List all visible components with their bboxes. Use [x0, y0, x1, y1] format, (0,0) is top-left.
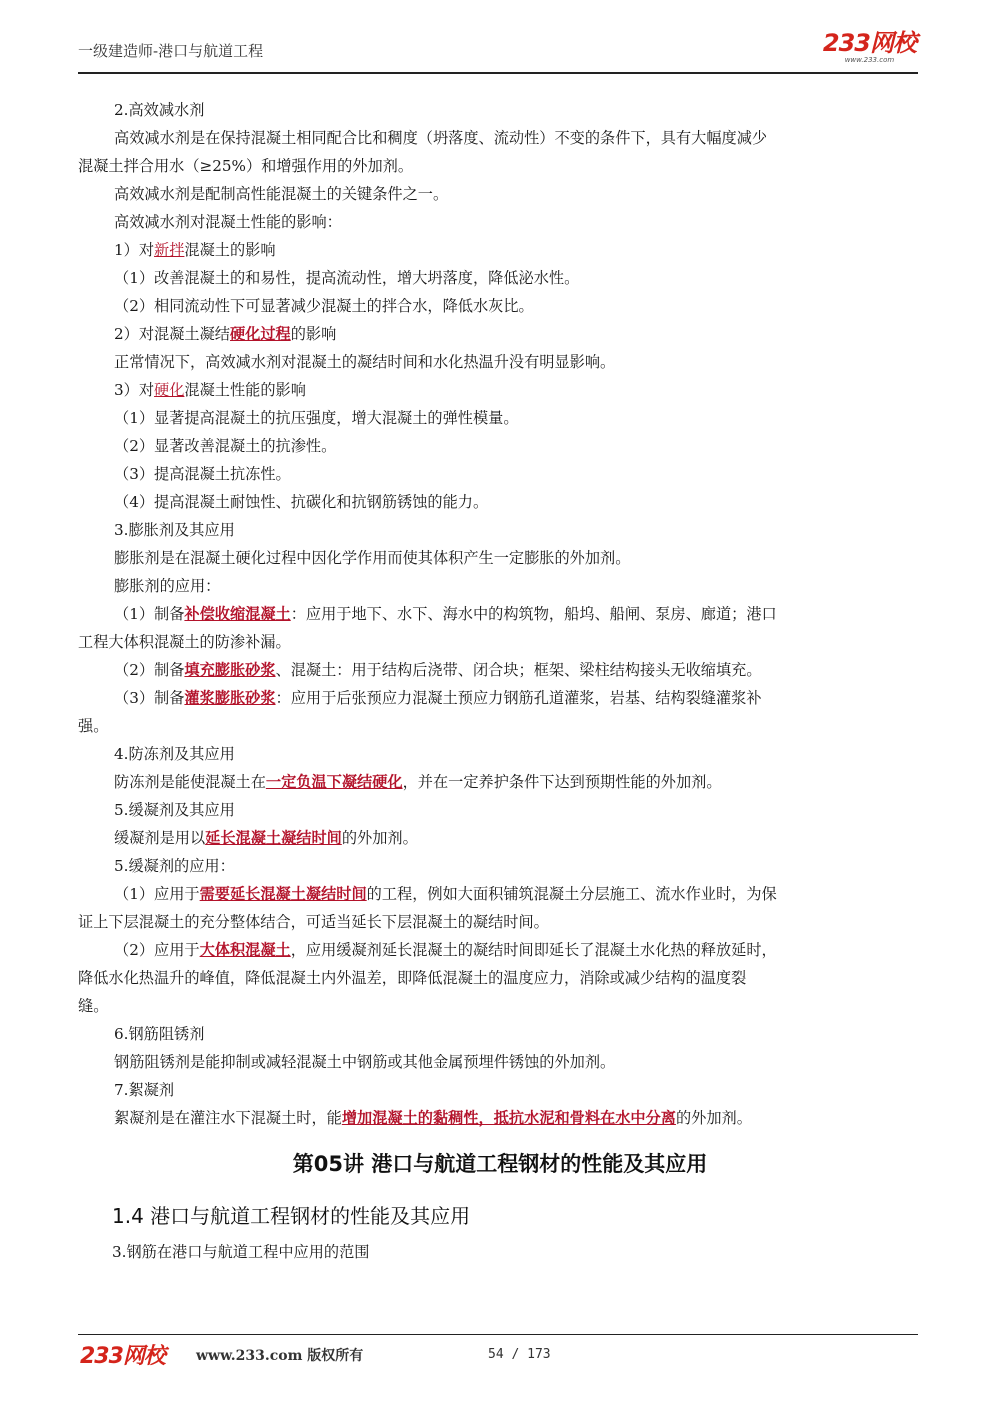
paragraph	[78, 824, 926, 852]
paragraph: 高效减水剂是在保持混凝土相同配合比和稠度（坍落度、流动性）不变的条件下，具有大幅度减少	[114, 129, 768, 147]
list-item: （2）显著改善混凝土的抗渗性。	[114, 437, 337, 455]
header-title: 一级建造师-港口与航道工程	[78, 42, 264, 60]
list-item: （2）相同流动性下可显著减少混凝土的拌合水，降低水灰比。	[114, 297, 534, 315]
list-item: （4）提高混凝土耐蚀性、抗碳化和抗钢筋锈蚀的能力。	[114, 493, 489, 511]
list-item	[78, 936, 926, 964]
text: 絮凝剂是在灌注水下混凝土时，能	[114, 1109, 342, 1127]
list-item	[78, 600, 926, 628]
brand-logo	[823, 30, 916, 65]
header-divider	[78, 72, 918, 74]
page-header	[78, 30, 918, 70]
paragraph: 膨胀剂是在混凝土硬化过程中因化学作用而使其体积产生一定膨胀的外加剂。	[114, 549, 631, 567]
list-item-cont: 工程大体积混凝土的防渗补漏。	[78, 633, 291, 651]
paragraph: 高效减水剂是配制高性能混凝土的关键条件之一。	[114, 185, 449, 203]
paragraph-cont: 混凝土拌合用水（≥25%）和增强作用的外加剂。	[78, 157, 414, 175]
text: （1）应用于	[114, 885, 200, 903]
text: 、混凝土：用于结构后浇带、闭合块；框架、梁柱结构接头无收缩填充。	[275, 661, 762, 679]
highlight-text: 填充膨胀砂浆	[184, 661, 276, 679]
text: ，并在一定养护条件下达到预期性能的外加剂。	[402, 773, 722, 791]
heading-2: 2.高效减水剂	[114, 101, 205, 119]
list-item-cont: 降低水化热温升的峰值，降低混凝土内外温差，即降低混凝土的温度应力，消除或减少结构的温度裂	[78, 969, 747, 987]
paragraph: 膨胀剂的应用：	[114, 577, 221, 595]
heading-5b: 5.缓凝剂的应用：	[114, 857, 235, 875]
paragraph: 钢筋阻锈剂是能抑制或减轻混凝土中钢筋或其他金属预埋件锈蚀的外加剂。	[114, 1053, 616, 1071]
text: 的工程，例如大面积铺筑混凝土分层施工、流水作业时，为保	[366, 885, 777, 903]
lecture-title: 第05讲 港口与航道工程钢材的性能及其应用	[292, 1152, 708, 1176]
text: 混凝土的影响	[184, 241, 276, 259]
highlight-text: 需要延长混凝土凝结时间	[199, 885, 367, 903]
text: 1）对	[114, 241, 155, 259]
highlight-text: 硬化过程	[229, 325, 291, 343]
list-item	[78, 656, 926, 684]
heading-5: 5.缓凝剂及其应用	[114, 801, 235, 819]
list-item: （3）提高混凝土抗冻性。	[114, 465, 291, 483]
highlight-text: 硬化	[154, 381, 185, 399]
page-number: 54 / 173	[488, 1347, 551, 1362]
text: ：应用于后张预应力混凝土预应力钢筋孔道灌浆，岩基、结构裂缝灌浆补	[275, 689, 762, 707]
list-item	[78, 880, 926, 908]
list-item	[78, 376, 926, 404]
highlight-text: 延长混凝土凝结时间	[205, 829, 342, 847]
text: （2）制备	[114, 661, 185, 679]
text: 2）对混凝土凝结	[114, 325, 230, 343]
footer-divider	[78, 1334, 918, 1335]
list-item-cont: 证上下层混凝土的充分整体结合，可适当延长下层混凝土的凝结时间。	[78, 913, 549, 931]
document-body	[78, 96, 926, 1132]
logo-text: 233网校	[822, 29, 916, 57]
list-item	[78, 320, 926, 348]
highlight-text: 一定负温下凝结硬化	[265, 773, 403, 791]
text: （2）应用于	[114, 941, 200, 959]
text: 3）对	[114, 381, 155, 399]
text: 的外加剂。	[675, 1109, 752, 1127]
text: 的影响	[290, 325, 337, 343]
text: 防冻剂是能使混凝土在	[114, 773, 266, 791]
list-item-cont: 缝。	[78, 997, 109, 1015]
heading-6: 6.钢筋阻锈剂	[114, 1025, 205, 1043]
text: 的外加剂。	[341, 829, 418, 847]
text: （1）制备	[114, 605, 185, 623]
heading-4: 4.防冻剂及其应用	[114, 745, 235, 763]
list-item	[78, 236, 926, 264]
highlight-text: 新拌	[154, 241, 185, 259]
text: ：应用于地下、水下、海水中的构筑物，船坞、船闸、泵房、廊道；港口	[290, 605, 777, 623]
paragraph: 正常情况下，高效减水剂对混凝土的凝结时间和水化热温升没有明显影响。	[114, 353, 616, 371]
heading-7: 7.絮凝剂	[114, 1081, 175, 1099]
text: 混凝土性能的影响	[184, 381, 306, 399]
highlight-text: 补偿收缩混凝土	[184, 605, 291, 623]
paragraph	[78, 1104, 926, 1132]
highlight-text: 灌浆膨胀砂浆	[184, 689, 276, 707]
subsection-title: 3.钢筋在港口与航道工程中应用的范围	[112, 1243, 370, 1261]
footer-logo: 233网校	[80, 1344, 165, 1369]
footer-site: www.233.com 版权所有	[196, 1348, 364, 1364]
text: （3）制备	[114, 689, 185, 707]
highlight-text: 增加混凝土的黏稠性，抵抗水泥和骨料在水中分离	[341, 1109, 676, 1127]
list-item: （1）显著提高混凝土的抗压强度，增大混凝土的弹性模量。	[114, 409, 519, 427]
text: 缓凝剂是用以	[114, 829, 206, 847]
heading-3: 3.膨胀剂及其应用	[114, 521, 235, 539]
logo-url: www.233.com	[844, 56, 895, 64]
list-item: （1）改善混凝土的和易性，提高流动性，增大坍落度，降低泌水性。	[114, 269, 580, 287]
paragraph	[78, 768, 926, 796]
highlight-text: 大体积混凝土	[199, 941, 291, 959]
paragraph: 高效减水剂对混凝土性能的影响：	[114, 213, 342, 231]
list-item-cont: 强。	[78, 717, 109, 735]
text: ，应用缓凝剂延长混凝土的凝结时间即延长了混凝土水化热的释放延时，	[290, 941, 777, 959]
list-item	[78, 684, 926, 712]
section-title: 1.4 港口与航道工程钢材的性能及其应用	[112, 1204, 471, 1228]
